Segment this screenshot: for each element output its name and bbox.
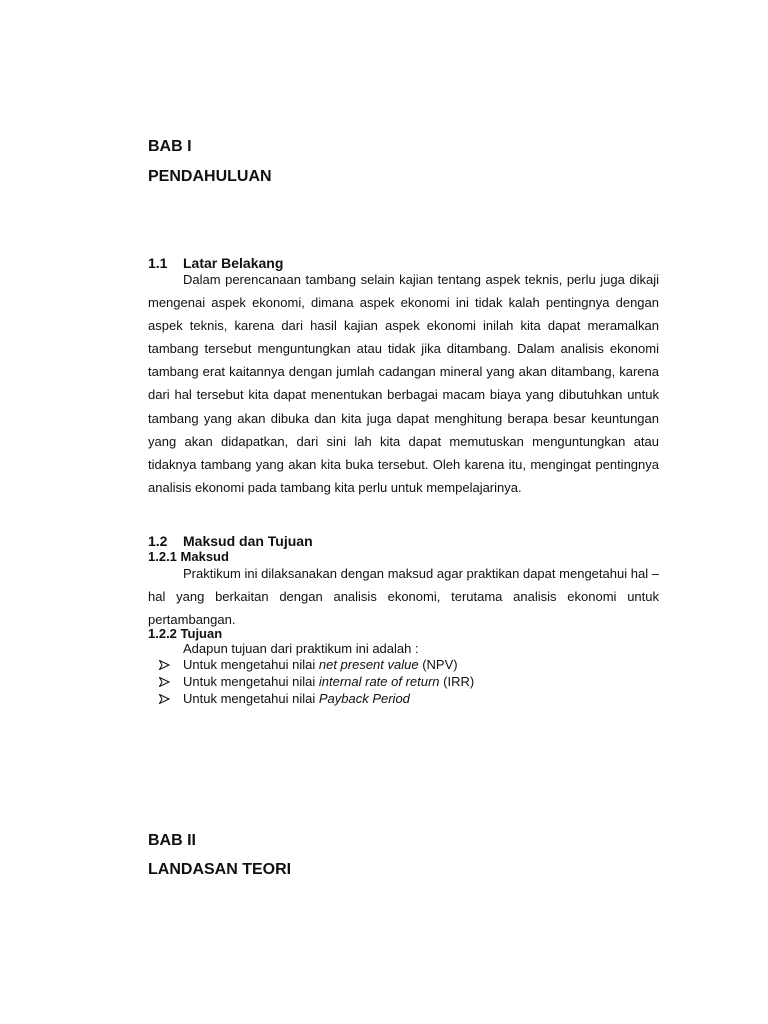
section-number: 1.2 bbox=[148, 533, 168, 549]
list-item bbox=[159, 656, 474, 673]
tujuan-intro: Adapun tujuan dari praktikum ini adalah : bbox=[183, 641, 419, 656]
list-item-text: Untuk mengetahui nilai Payback Period bbox=[183, 691, 410, 706]
list-item bbox=[159, 690, 474, 707]
chapter-1-label: BAB I bbox=[148, 138, 192, 155]
chapter-1-title: PENDAHULUAN bbox=[148, 168, 272, 185]
chapter-2-label: BAB II bbox=[148, 832, 196, 849]
section-1-2-heading bbox=[148, 533, 313, 549]
section-title: Maksud dan Tujuan bbox=[183, 533, 313, 549]
latar-belakang-paragraph: Dalam perencanaan tambang selain kajian tentang aspek teknis, perlu juga dikaji mengenai aspek ekonomi, dimana aspek ekonomi ini tidak kalah pentingnya dengan aspek teknis, karena dari hasil kajian aspek ekonomi inilah kita dapat meramalkan tambang tersebut menguntungkan atau tidak jika ditambang. Dalam analisis ekonomi tambang erat kaitannya dengan jumlah cadangan mineral yang akan ditambang, karena dari hal tersebut kita dapat menentukan berbagai macam biaya yang dibutuhkan untuk tambang yang akan dibuka dan kita juga dapat menghitung berapa besar keuntungan yang akan didapatkan, dari sini lah kita dapat memutuskan menguntungkan atau tidaknya tambang yang akan kita buka tersebut. Oleh karena itu, mengingat pentingnya analisis ekonomi pada tambang kita perlu untuk mempelajarinya. bbox=[148, 272, 659, 495]
section-title: Latar Belakang bbox=[183, 255, 284, 271]
arrow-bullet-icon bbox=[159, 677, 183, 687]
maksud-paragraph: Praktikum ini dilaksanakan dengan maksud agar praktikan dapat mengetahui hal – hal yang berkaitan dengan analisis ekonomi, terutama analisis ekonomi untuk pertambangan. bbox=[148, 566, 659, 627]
arrow-bullet-icon bbox=[159, 694, 183, 704]
arrow-bullet-icon bbox=[159, 660, 183, 670]
tujuan-heading: 1.2.2 Tujuan bbox=[148, 626, 223, 641]
chapter-2-title: LANDASAN TEORI bbox=[148, 861, 292, 878]
list-item-text: Untuk mengetahui nilai internal rate of return (IRR) bbox=[183, 674, 475, 689]
section-number: 1.1 bbox=[148, 255, 168, 271]
list-item-text: Untuk mengetahui nilai net present value (NPV) bbox=[183, 657, 458, 672]
tujuan-list bbox=[159, 656, 474, 707]
list-item bbox=[159, 673, 474, 690]
maksud-heading: 1.2.1 Maksud bbox=[148, 549, 229, 564]
